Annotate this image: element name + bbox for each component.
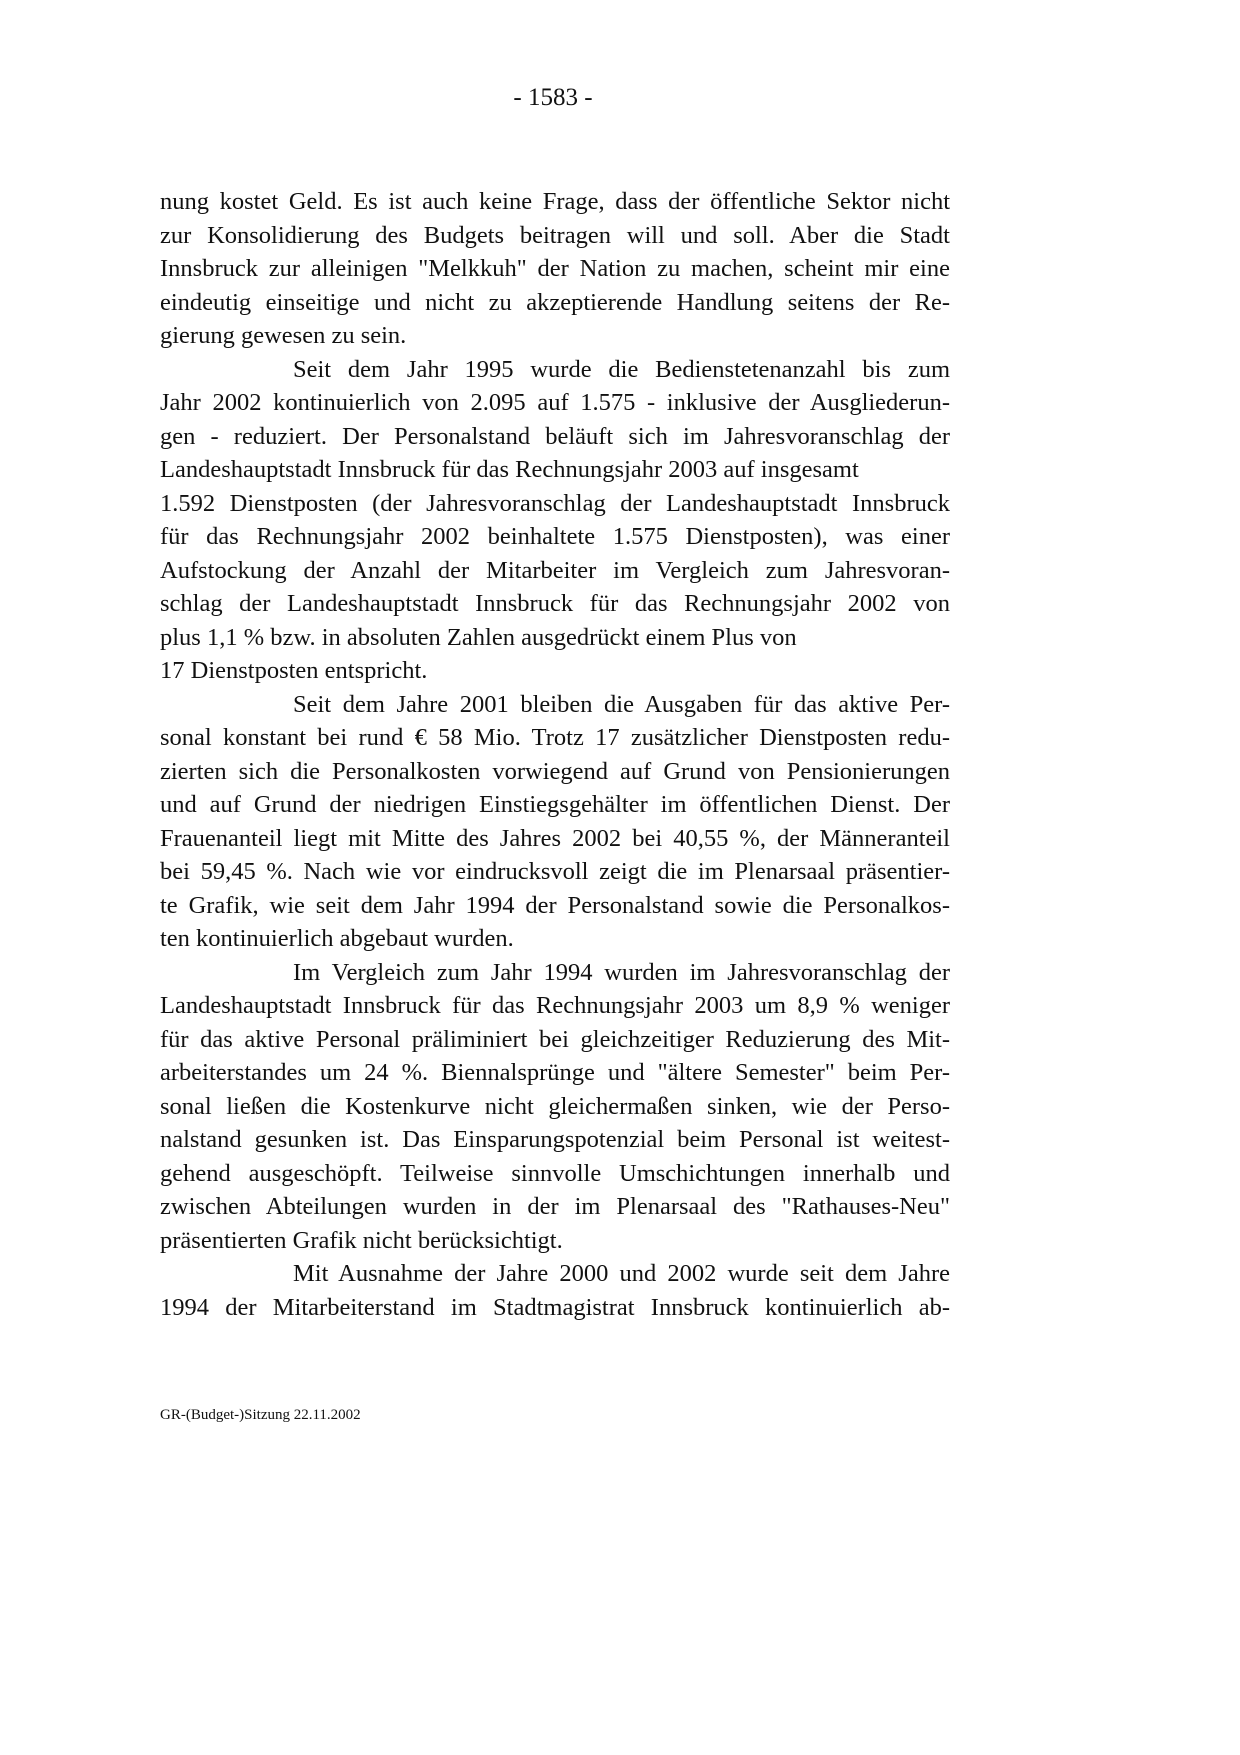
text-line: gen - reduziert. Der Personalstand beläuft sich im Jahresvoranschlag der bbox=[160, 422, 950, 450]
text-line: Im Vergleich zum Jahr 1994 wurden im Jahresvoranschlag der bbox=[293, 958, 950, 986]
text-line: nung kostet Geld. Es ist auch keine Frage, dass der öffentliche Sektor nicht bbox=[160, 188, 950, 215]
text-line: Innsbruck zur alleinigen "Melkkuh" der Nation zu machen, scheint mir eine bbox=[160, 255, 950, 282]
text-line: arbeiterstandes um 24 %. Biennalsprünge und "ältere Semester" beim Per- bbox=[160, 1059, 950, 1086]
text-line: sonal konstant bei rund € 58 Mio. Trotz 17 zusätzlicher Dienstposten redu- bbox=[160, 724, 950, 751]
text-line: gehend ausgeschöpft. Teilweise sinnvolle Umschichtungen innerhalb und bbox=[160, 1159, 950, 1187]
paragraph bbox=[160, 688, 950, 956]
text-line: ten kontinuierlich abgebaut wurden. bbox=[160, 925, 514, 952]
text-line: Jahr 2002 kontinuierlich von 2.095 auf 1.575 - inklusive der Ausgliederun- bbox=[160, 389, 950, 416]
text-line: 1.592 Dienstposten (der Jahresvoranschlag der Landeshauptstadt Innsbruck bbox=[160, 489, 950, 517]
text-line: 17 Dienstposten entspricht. bbox=[160, 657, 428, 684]
text-line: gierung gewesen zu sein. bbox=[160, 322, 407, 349]
paragraph bbox=[160, 956, 950, 1258]
paragraph bbox=[160, 353, 950, 688]
text-line: plus 1,1 % bzw. in absoluten Zahlen ausgedrückt einem Plus von bbox=[160, 623, 797, 651]
text-line: für das aktive Personal präliminiert bei gleichzeitiger Reduzierung des Mit- bbox=[160, 1025, 950, 1053]
text-line: präsentierten Grafik nicht berücksichtigt. bbox=[160, 1226, 563, 1254]
document-body bbox=[160, 185, 950, 1324]
text-line: nalstand gesunken ist. Das Einsparungspotenzial beim Personal ist weitest- bbox=[160, 1126, 950, 1153]
text-line: te Grafik, wie seit dem Jahr 1994 der Personalstand sowie die Personalkos- bbox=[160, 891, 950, 919]
text-line: für das Rechnungsjahr 2002 beinhaltete 1.575 Dienstposten), was einer bbox=[160, 523, 950, 550]
text-line: Seit dem Jahr 1995 wurde die Bedienstetenanzahl bis zum bbox=[293, 355, 950, 383]
text-line: und auf Grund der niedrigen Einstiegsgehälter im öffentlichen Dienst. Der bbox=[160, 791, 950, 818]
text-line: Landeshauptstadt Innsbruck für das Rechnungsjahr 2003 auf insgesamt bbox=[160, 456, 859, 483]
text-line: Seit dem Jahre 2001 bleiben die Ausgaben für das aktive Per- bbox=[293, 690, 950, 718]
text-line: eindeutig einseitige und nicht zu akzeptierende Handlung seitens der Re- bbox=[160, 288, 950, 316]
paragraph bbox=[160, 1257, 950, 1324]
text-line: 1994 der Mitarbeiterstand im Stadtmagistrat Innsbruck kontinuierlich ab- bbox=[160, 1293, 950, 1321]
text-line: schlag der Landeshauptstadt Innsbruck für das Rechnungsjahr 2002 von bbox=[160, 590, 950, 617]
paragraph bbox=[160, 185, 950, 353]
text-line: zwischen Abteilungen wurden in der im Plenarsaal des "Rathauses-Neu" bbox=[160, 1193, 950, 1220]
text-line: Mit Ausnahme der Jahre 2000 und 2002 wurde seit dem Jahre bbox=[293, 1260, 950, 1287]
text-line: bei 59,45 %. Nach wie vor eindrucksvoll zeigt die im Plenarsaal präsentier- bbox=[160, 858, 950, 885]
page-footer: GR-(Budget-)Sitzung 22.11.2002 bbox=[160, 1407, 361, 1423]
text-line: Frauenanteil liegt mit Mitte des Jahres 2002 bei 40,55 %, der Männeranteil bbox=[160, 824, 950, 852]
text-line: Landeshauptstadt Innsbruck für das Rechnungsjahr 2003 um 8,9 % weniger bbox=[160, 992, 950, 1019]
text-line: sonal ließen die Kostenkurve nicht gleichermaßen sinken, wie der Perso- bbox=[160, 1092, 950, 1120]
text-line: zur Konsolidierung des Budgets beitragen will und soll. Aber die Stadt bbox=[160, 221, 950, 249]
text-line: zierten sich die Personalkosten vorwiegend auf Grund von Pensionierungen bbox=[160, 757, 950, 785]
page-number: - 1583 - bbox=[513, 84, 593, 111]
text-line: Aufstockung der Anzahl der Mitarbeiter im Vergleich zum Jahresvoran- bbox=[160, 556, 950, 584]
